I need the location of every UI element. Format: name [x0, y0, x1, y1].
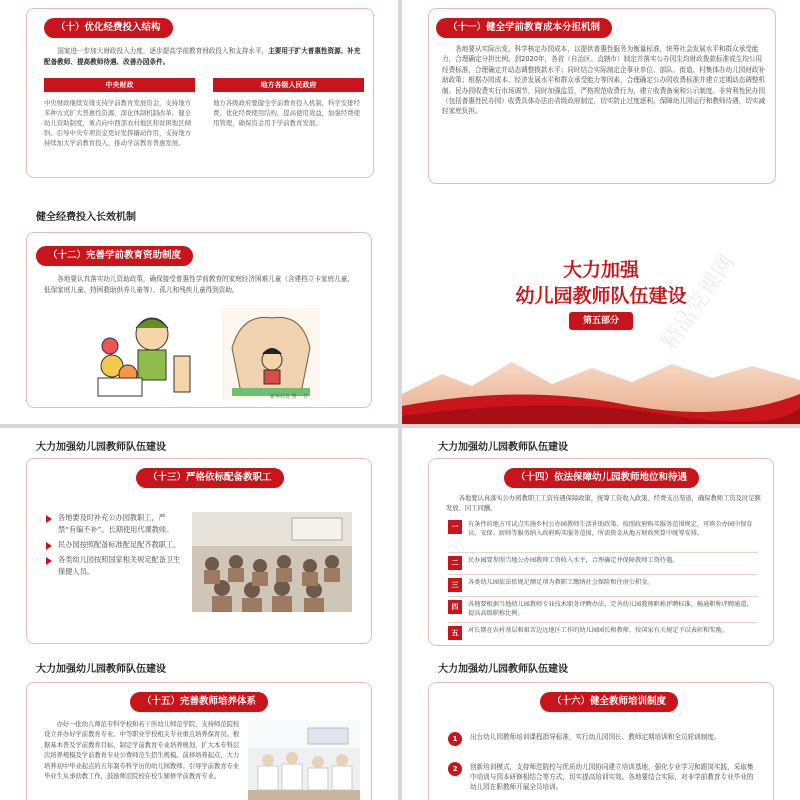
divider	[448, 552, 758, 553]
item-text: 各地要根据当地幼儿园教师专业技术职务评聘办法，完善幼儿园教师职称评聘标准，畅通职称评聘通道，提高高级职称比例。	[468, 601, 753, 617]
section-tag: （十六）健全教师培训制度	[540, 692, 678, 712]
item-number: 一	[448, 520, 462, 534]
classroom-photo	[192, 512, 352, 612]
slide-4-section-cover[interactable]	[402, 196, 800, 424]
list-item	[448, 578, 758, 592]
slide-title: 健全经费投入长效机制	[36, 212, 136, 223]
column-text: 中央财政继续安排支持学前教育发展资金，支持地方多种方式扩大普惠性资源，深化体制机制改革，健全幼儿资助制度，重点向中西部农村地区和贫困地区倾斜。引导中央专项资金更好发挥撬动作用，支持地方持续加大学前教育投入，推动学前教育普惠发展。	[44, 99, 191, 147]
intro-paragraph	[44, 46, 364, 68]
teacher-training-photo	[248, 720, 360, 800]
slide-2[interactable]	[402, 0, 800, 223]
body-paragraph: 办好一批幼儿师范专科学校和若干所幼儿师范学院，支持师范院校设立并办好学前教育专业。中等职业学校相关专业重点培养保育员。根据基本普及学前教育目标，制定学前教育专业培养规划，扩大本专科层次培养规模及学前教育专业公费师范生招生规模。前移培养起点，大力培养初中毕业起点的五年制专科学历的幼儿园教师。引导学前教育专业毕业生从事幼教工作，鼓励师范院校在校生辅修学前教育专业。	[44, 721, 240, 781]
intro-text: 国家进一步加大财政投入力度，逐步提高学前教育财政投入和支持水平，	[57, 47, 269, 55]
column-text: 地方各级政府要健全学前教育投入机制，科学安排经费，优化经费使用结构，提高使用效益，加强经费使用管理，确保资金用于学前教育发展。	[213, 99, 360, 127]
item-number: 二	[448, 556, 462, 570]
slide-6[interactable]	[402, 428, 800, 651]
column-heading: 中央财政	[44, 78, 195, 92]
slide-title: 大力加强幼儿园教师队伍建设	[36, 664, 166, 675]
divider	[448, 622, 758, 623]
slide-title: 大力加强幼儿园教师队伍建设	[438, 442, 568, 453]
body-paragraph: 各地要认真落实幼儿资助政策，确保接受普惠性学前教育的家庭经济困难儿童（含建档立卡家庭儿童、低保家庭儿童、特困救助供养儿童等）、孤儿和残疾儿童得到资助。	[44, 275, 354, 294]
item-text: 各类幼儿园依法依规足额足项为教职工缴纳社会保险和住房公积金。	[468, 579, 654, 586]
section-tag: （十一）健全学前教育成本分担机制	[436, 18, 612, 38]
slide-title: 大力加强幼儿园教师队伍建设	[36, 442, 166, 453]
cover-title-line-2: 幼儿园教师队伍建设	[515, 285, 687, 307]
hands-protecting-child-illustration	[222, 308, 320, 400]
mountain-banner-illustration	[402, 334, 800, 424]
list-item	[448, 600, 758, 618]
local-government-column	[213, 78, 364, 148]
section-tag: （十）优化经费投入结构	[44, 18, 173, 38]
list-item	[448, 626, 758, 640]
item-text: 对长期在农村基层和艰苦边远地区工作的幼儿园园长和教师，按国家有关规定予以表彰和奖励。	[468, 627, 728, 634]
item-number: 三	[448, 578, 462, 592]
section-tag: （十四）依法保障幼儿园教师地位和待遇	[504, 468, 699, 488]
slide-7[interactable]	[0, 650, 398, 800]
intro-emphasis: 主要用于扩大普惠性资源、补充配备教师、提高教师待遇、改善办园条件。	[44, 47, 361, 66]
slide-1[interactable]	[0, 0, 398, 223]
two-column-block	[44, 78, 364, 148]
item-text: 创新培训模式，支持师范院校与优质幼儿园协同建立培训基地，强化专业学习和跟岗实践，采取集中培训与园本研修相结合等方式，切实提高培训实效。各地要结合实际，对非学前教育专业毕业的幼儿园在职教师开展全员培训。	[470, 763, 754, 791]
illustration-caption: 新华社发 曹一 作	[270, 394, 309, 400]
item-number: 2	[448, 762, 462, 776]
central-finance-column	[44, 78, 195, 148]
item-text: 民办园要参照当地公办园教师工资收入水平，合理确定并保障教师工资待遇。	[468, 557, 679, 564]
list-item	[448, 520, 758, 538]
item-text: 出台幼儿园教师培训课程指导标准，实行幼儿园园长、教师定期培训和全员轮训制度。	[470, 733, 721, 741]
cover-title-line-1: 大力加强	[562, 259, 639, 281]
list-item: 各类幼儿园按照国家相关规定配备卫生保健人员。	[46, 554, 182, 578]
item-text: 有条件的地方可试点实施乡村公办园教师生活补助政策。按照政府购买服务范围规定，可将公办园中保育员、安保、厨师等服务纳入政府购买服务范围，所需资金从地方财政预算中统筹安排。	[468, 521, 753, 537]
divider	[448, 596, 758, 597]
part-badge: 第五部分	[569, 312, 633, 330]
slide-3[interactable]	[0, 196, 398, 424]
item-number: 1	[448, 732, 462, 746]
slide-8[interactable]	[402, 650, 800, 800]
intro-paragraph: 各地要认真落实公办园教职工工资待遇保障政策，统筹工资收入政策、经费支出渠道，确保教师工资及时足额发放、同工同酬。	[446, 495, 761, 512]
list-item: 各地要及时补充公办园教职工，严禁“有编不补”、长期使用代课教师。	[46, 512, 182, 536]
body-paragraph: 各地要从实际出发，科学核定办园成本，以提供普惠性服务为衡量标准，统筹社会发展水平和群众承受能力，合理确定分担比例。到2020年，各省（自治区、直辖市）制定并落实公办园生均财政拨款标准或生均公用经费标准，合理确定并动态调整拨款水平；同时结合实际制定企事业单位、部队、街道、村集体办幼儿园财政补助政策；根据办园成本、经济发展水平和群众承受能力等因素，合理确定公办园收费标准并建立定期动态调整机制。民办园收费实行市场调节，同时加强监管，严格规范收费行为，建立收费备案和公示制度。非营利性民办园（包括普惠性民办园）收费具体办法由省级政府制定，切实防止过度逐利，保障幼儿园运行和教师待遇，切实减轻家庭负担。	[442, 45, 766, 116]
slide-title: 大力加强幼儿园教师队伍建设	[438, 664, 568, 675]
list-item: 民办园按照配备标准配足配齐教职工。	[46, 539, 182, 551]
bullet-list	[46, 512, 182, 581]
list-item	[448, 762, 758, 792]
section-tag: （十五）完善教师培养体系	[130, 692, 268, 712]
item-number: 五	[448, 626, 462, 640]
divider	[448, 574, 758, 575]
slide-5[interactable]	[0, 428, 398, 651]
column-heading: 地方各级人民政府	[213, 78, 364, 92]
section-tag: （十二）完善学前教育资助制度	[36, 246, 193, 266]
students-cartoon-illustration	[90, 308, 200, 400]
item-number: 四	[448, 600, 462, 614]
watermark-text: 精品党课网	[656, 250, 741, 355]
list-item	[448, 556, 758, 570]
section-tag: （十三）严格依标配备教职工	[136, 468, 284, 488]
list-item	[448, 732, 758, 746]
